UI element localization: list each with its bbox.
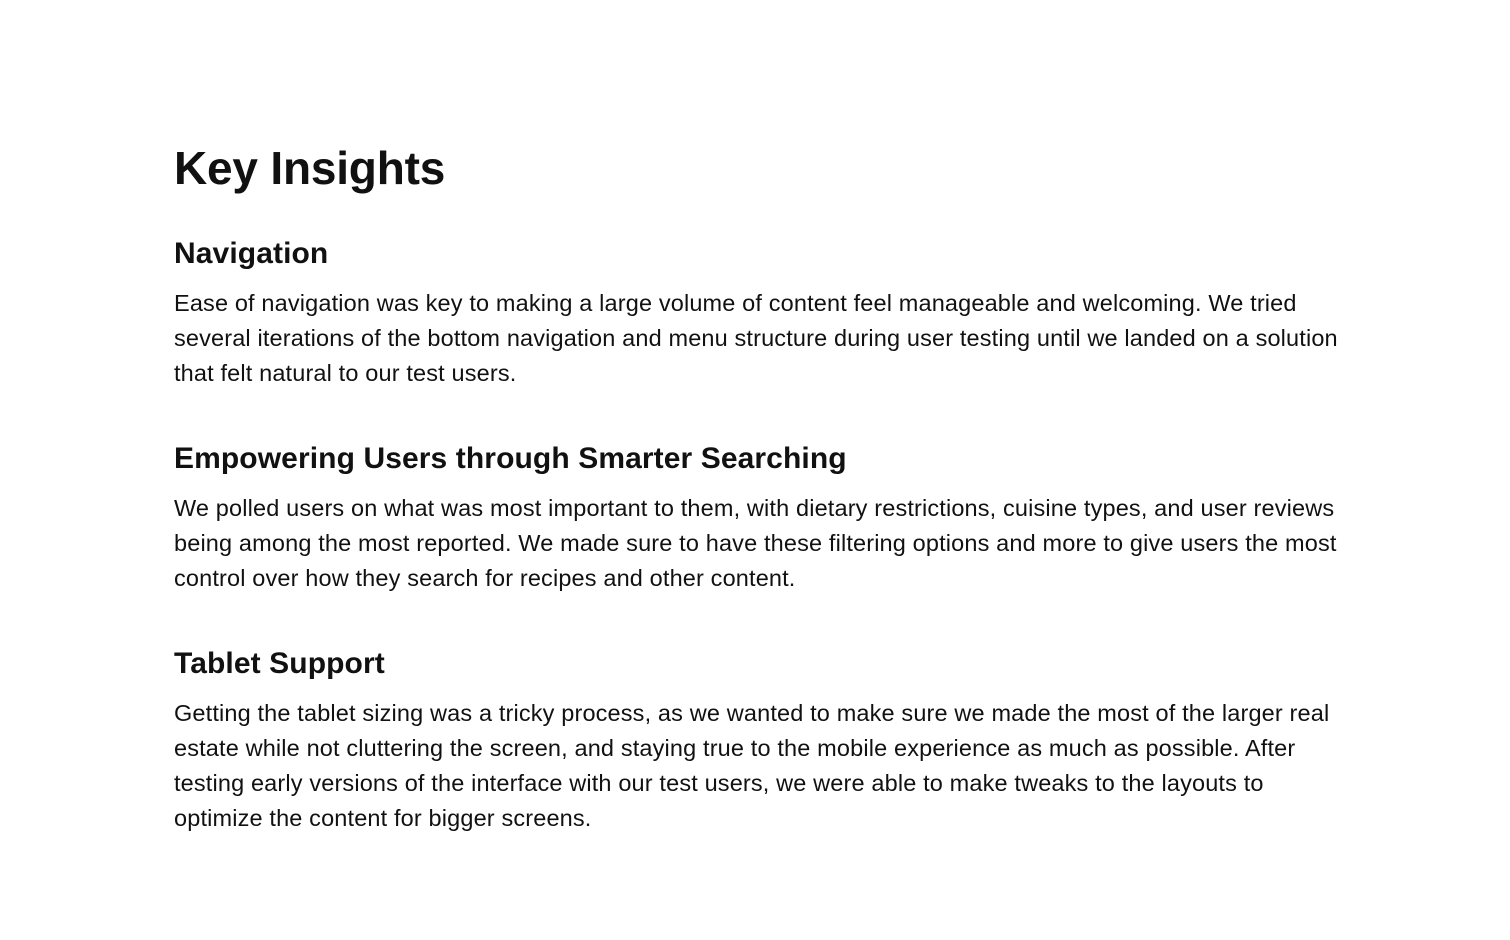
section-heading: Empowering Users through Smarter Searching: [174, 442, 847, 475]
page-title: Key Insights: [174, 142, 446, 194]
section-tablet-support: [174, 646, 1349, 836]
section-heading: Tablet Support: [174, 647, 385, 680]
key-insights-article: [174, 140, 1354, 831]
section-body: We polled users on what was most important to them, with dietary restrictions, cuisine types, and user reviews being among the most reported. We made sure to have these filtering options and more to give users the most control over how they search for recipes and other content.: [174, 495, 1337, 591]
section-smarter-searching: [174, 441, 1349, 596]
section-heading: Navigation: [174, 237, 329, 270]
section-body: Ease of navigation was key to making a large volume of content feel manageable and welcoming. We tried several iterations of the bottom navigation and menu structure during user testing until we landed on a solution that felt natural to our test users.: [174, 290, 1338, 386]
section-body: Getting the tablet sizing was a tricky process, as we wanted to make sure we made the most of the larger real estate while not cluttering the screen, and staying true to the mobile experience as much as possible. After testing early versions of the interface with our test users, we were able to make tweaks to the layouts to optimize the content for bigger screens.: [174, 700, 1330, 831]
section-navigation: [174, 236, 1349, 391]
